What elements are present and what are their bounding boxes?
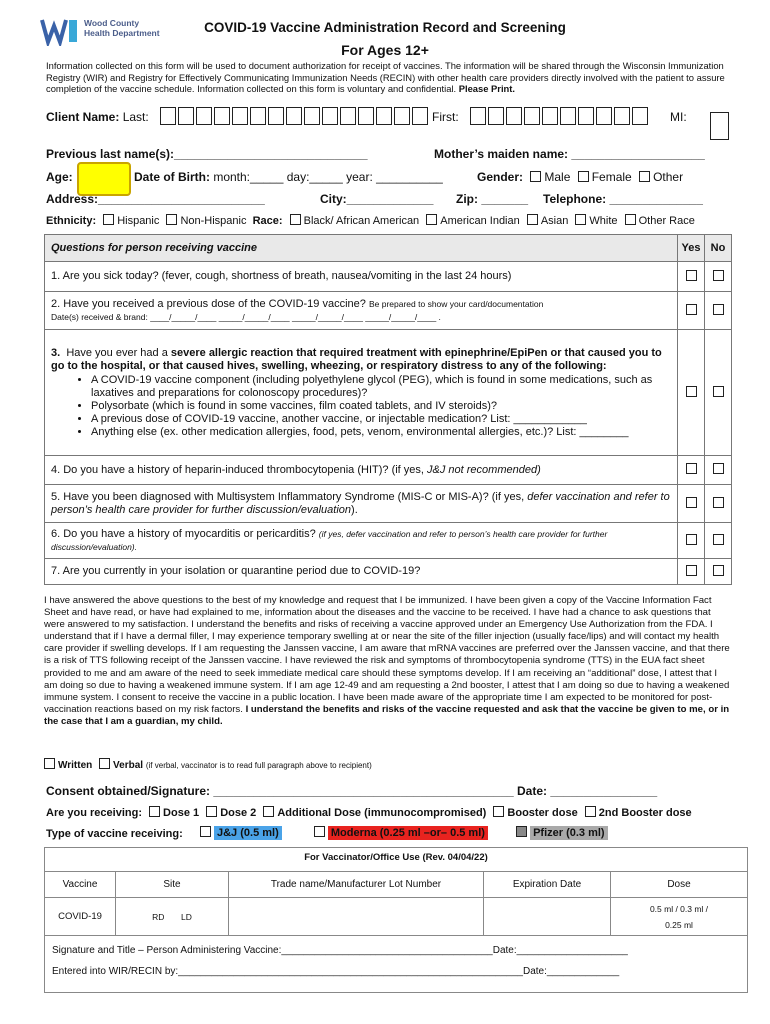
- q2-no-checkbox[interactable]: [713, 304, 724, 315]
- questions-header: Questions for person receiving vaccine: [45, 235, 678, 262]
- yes-header: Yes: [678, 235, 705, 262]
- last-name-boxes[interactable]: [160, 107, 430, 125]
- question-2: 2. Have you received a previous dose of the COVID-19 vaccine? Be prepared to show your card/documentation Date(s) received & brand: ____/_____/____ _____/_____/____ _____/_____/____ _____/_____/____ .: [45, 292, 678, 330]
- question-7: 7. Are you currently in your isolation or quarantine period due to COVID-19?: [45, 559, 678, 585]
- moderna-checkbox[interactable]: [314, 826, 325, 837]
- question-row: [45, 523, 732, 559]
- q3-yes-checkbox[interactable]: [686, 386, 697, 397]
- expiration-cell[interactable]: [484, 898, 611, 936]
- zip-field[interactable]: Zip: _______: [456, 192, 529, 206]
- question-1: 1. Are you sick today? (fever, cough, shortness of breath, nausea/vomiting in the last 24 hours): [45, 262, 678, 292]
- col-site: Site: [116, 872, 229, 898]
- gender-female-checkbox[interactable]: [578, 171, 589, 182]
- q1-no-checkbox[interactable]: [713, 270, 724, 281]
- question-row: [45, 330, 732, 456]
- question-row: [45, 262, 732, 292]
- first-label: First:: [432, 110, 459, 124]
- col-dose: Dose: [611, 872, 748, 898]
- age-field[interactable]: [77, 162, 131, 196]
- race-white-checkbox[interactable]: [575, 214, 586, 225]
- verbal-checkbox[interactable]: [99, 758, 110, 769]
- vaccine-type-row: [200, 826, 608, 839]
- vaccine-type-label: Type of vaccine receiving:: [46, 828, 183, 840]
- dose-type-row: Are you receiving: Dose 1 Dose 2 Additional Dose (immunocompromised) Booster dose 2nd Booster dose: [46, 807, 692, 819]
- screening-questions-table: [44, 234, 732, 585]
- q7-yes-checkbox[interactable]: [686, 565, 697, 576]
- col-expiration: Expiration Date: [484, 872, 611, 898]
- booster-checkbox[interactable]: [493, 806, 504, 817]
- city-field[interactable]: City:_____________: [320, 192, 434, 206]
- pfizer-checkbox[interactable]: [516, 826, 527, 837]
- vaccinator-title: For Vaccinator/Office Use (Rev. 04/04/22): [304, 852, 488, 863]
- q5-yes-checkbox[interactable]: [686, 497, 697, 508]
- q1-yes-checkbox[interactable]: [686, 270, 697, 281]
- dose-cell[interactable]: 0.5 ml / 0.3 ml / 0.25 ml: [611, 898, 748, 936]
- pfizer-option: Pfizer (0.3 ml): [530, 826, 608, 840]
- no-header: No: [705, 235, 732, 262]
- q3-bullet: • A previous dose of COVID-19 vaccine, another vaccine, or injectable medication? List: ____________: [91, 413, 671, 426]
- gender-male-checkbox[interactable]: [530, 171, 541, 182]
- administrator-signature-field[interactable]: Signature and Title – Person Administering Vaccine:______________________________________Date:____________________: [52, 945, 628, 956]
- consent-signature-field[interactable]: Consent obtained/Signature: _____________________________________________ Date: ________________: [46, 784, 658, 798]
- address-field[interactable]: Address:_________________________: [46, 192, 265, 206]
- q3-no-checkbox[interactable]: [713, 386, 724, 397]
- question-row: [45, 456, 732, 485]
- race-other-checkbox[interactable]: [625, 214, 636, 225]
- col-lot: Trade name/Manufacturer Lot Number: [229, 872, 484, 898]
- q7-no-checkbox[interactable]: [713, 565, 724, 576]
- question-4: 4. Do you have a history of heparin-induced thrombocytopenia (HIT)? (if yes, J&J not recommended): [45, 456, 678, 485]
- lot-cell[interactable]: [229, 898, 484, 936]
- maiden-name-field[interactable]: Mother’s maiden name: ____________________: [434, 147, 705, 161]
- hispanic-checkbox[interactable]: [103, 214, 114, 225]
- vaccinator-table: [44, 871, 748, 936]
- question-5: 5. Have you been diagnosed with Multisystem Inflammatory Syndrome (MIS-C or MIS-A)? (if yes, defer vaccination and refer to person’s health care provider for further discussion/evaluation).: [45, 485, 678, 523]
- dose-2-checkbox[interactable]: [206, 806, 217, 817]
- race-black-checkbox[interactable]: [290, 214, 301, 225]
- booster-2-checkbox[interactable]: [585, 806, 596, 817]
- form-title: COVID-19 Vaccine Administration Record and Screening: [204, 20, 566, 35]
- race-asian-checkbox[interactable]: [527, 214, 538, 225]
- question-6: 6. Do you have a history of myocarditis or pericarditis? (if yes, defer vaccination and refer to person’s health care provider for further discussion/evaluation).: [45, 523, 678, 559]
- intro-text: Information collected on this form will be used to document authorization for receipt of vaccines. The information will be shared through the Wisconsin Immunization Registry (WIR) and Registry for Effectively Communicating Immunization Needs (RECIN) with other health care providers directly involved with the patient to assure completion of the vaccine schedule. Information collected on this form is voluntary and confidential. Please Print.: [46, 60, 725, 94]
- gender-row: Gender: Male Female Other: [477, 170, 684, 184]
- ethnicity-race-row: Ethnicity: Hispanic Non-Hispanic Race: Black/ African American American Indian Asian White Other Race: [46, 215, 695, 227]
- race-american-indian-checkbox[interactable]: [426, 214, 437, 225]
- q4-no-checkbox[interactable]: [713, 463, 724, 474]
- first-name-boxes[interactable]: [470, 107, 650, 125]
- jj-checkbox[interactable]: [200, 826, 211, 837]
- q2-yes-checkbox[interactable]: [686, 304, 697, 315]
- q4-yes-checkbox[interactable]: [686, 463, 697, 474]
- logo-text-1: Wood County: [84, 18, 140, 28]
- jj-option: J&J (0.5 ml): [214, 826, 282, 840]
- age-label: Age:: [46, 170, 73, 184]
- vaccine-cell: COVID-19: [45, 898, 116, 936]
- question-row: [45, 559, 732, 585]
- q6-yes-checkbox[interactable]: [686, 534, 697, 545]
- gender-other-checkbox[interactable]: [639, 171, 650, 182]
- question-3: 3. Have you ever had a severe allergic reaction that required treatment with epinephrine/EpiPen or that caused you to go to the hospital, or that caused hives, swelling, wheezing, or respiratory distress to any of the following: • A COVID-19 vaccine component (including polyethylene glycol (PEG), which is found in some medications, such as laxatives and preparations for colonoscopy procedures)? • Polysorbate (which is found in some vaccines, film coated tablets, and IV steroids)? • A previous dose of COVID-19 vaccine, another vaccine, or injectable medication? List: ____________ • Anything else (ex. other medication allergies, food, pets, venom, environmental allergies, etc.)? List: ________: [45, 330, 678, 456]
- q2-dates-field[interactable]: Date(s) received & brand: ____/_____/____ _____/_____/____ _____/_____/____ _____/_____/____ .: [51, 311, 441, 322]
- question-row: [45, 292, 732, 330]
- previous-names-field[interactable]: Previous last name(s):_____________________________: [46, 147, 368, 161]
- written-checkbox[interactable]: [44, 758, 55, 769]
- wir-entry-field[interactable]: Entered into WIR/RECIN by:______________________________________________________________Date:_____________: [52, 966, 620, 977]
- col-vaccine: Vaccine: [45, 872, 116, 898]
- additional-dose-checkbox[interactable]: [263, 806, 274, 817]
- form-subtitle: For Ages 12+: [341, 42, 429, 58]
- mi-box[interactable]: [710, 112, 729, 140]
- dob-field[interactable]: Date of Birth: month:_____ day:_____ year: __________: [134, 170, 443, 184]
- logo-text-2: Health Department: [84, 28, 160, 38]
- q5-no-checkbox[interactable]: [713, 497, 724, 508]
- site-cell[interactable]: RD LD: [116, 898, 229, 936]
- dose-1-checkbox[interactable]: [149, 806, 160, 817]
- q3-bullet: • Polysorbate (which is found in some vaccines, film coated tablets, and IV steroids)?: [91, 400, 671, 413]
- q3-bullet: • Anything else (ex. other medication allergies, food, pets, venom, environmental allergies, etc.)? List: ________: [91, 426, 671, 439]
- consent-paragraph: I have answered the above questions to the best of my knowledge and request that I be immunized. I have been given a copy of the Vaccine Information Fact Sheet and have read, or have had explained to me, information about the diseases and the vaccine to be received. I have had a chance to ask questions that were answered to my satisfaction. I understand the benefits and risks of receiving a vaccine approved under an Emergency Use Authorization from the FDA. I understand that if I have a dermal filler, I may experience temporary swelling at or near the site of the filler injection (usually face/lips) and will contact my health care provider if swelling develops. If I am requesting the Janssen vaccine, I am aware that mRNA vaccines are preferred over the Janssen vaccine, and that there is a risk of TTS following receipt of the Janssen vaccine. I have reviewed the risk and symptoms of thrombocytopenia syndrome (TTS) in the EUA fact sheet provided to me and am aware of the need to seek immediate medical care should these symptoms develop. If I am receiving an “additional” dose, I attest that I am doing so due to having a weakened immune system. If I am age 12-49 and am requesting a 2nd booster, I attest that I am doing so due to having a weakened immune system. I consent to receive the vaccine in a public location. I have been made aware of the appropriate time I am expected to be monitored for post-vaccination reactions based on my risk factors. I understand the benefits and risks of the vaccine requested and ask that the vaccine be given to me, or in the case that I am a guardian, my child.: [44, 595, 730, 727]
- client-name-row: Client Name: Last:: [46, 110, 149, 124]
- telephone-field[interactable]: Telephone: ______________: [543, 192, 703, 206]
- consent-type-row: Written Verbal (if verbal, vaccinator is to read full paragraph above to recipient): [40, 758, 372, 771]
- q3-bullet: • A COVID-19 vaccine component (including polyethylene glycol (PEG), which is found in some medications, such as laxatives and preparations for colonoscopy procedures)?: [91, 374, 671, 400]
- mi-label: MI:: [670, 110, 687, 124]
- question-row: [45, 485, 732, 523]
- non-hispanic-checkbox[interactable]: [166, 214, 177, 225]
- q6-no-checkbox[interactable]: [713, 534, 724, 545]
- moderna-option: Moderna (0.25 ml –or– 0.5 ml): [328, 826, 488, 840]
